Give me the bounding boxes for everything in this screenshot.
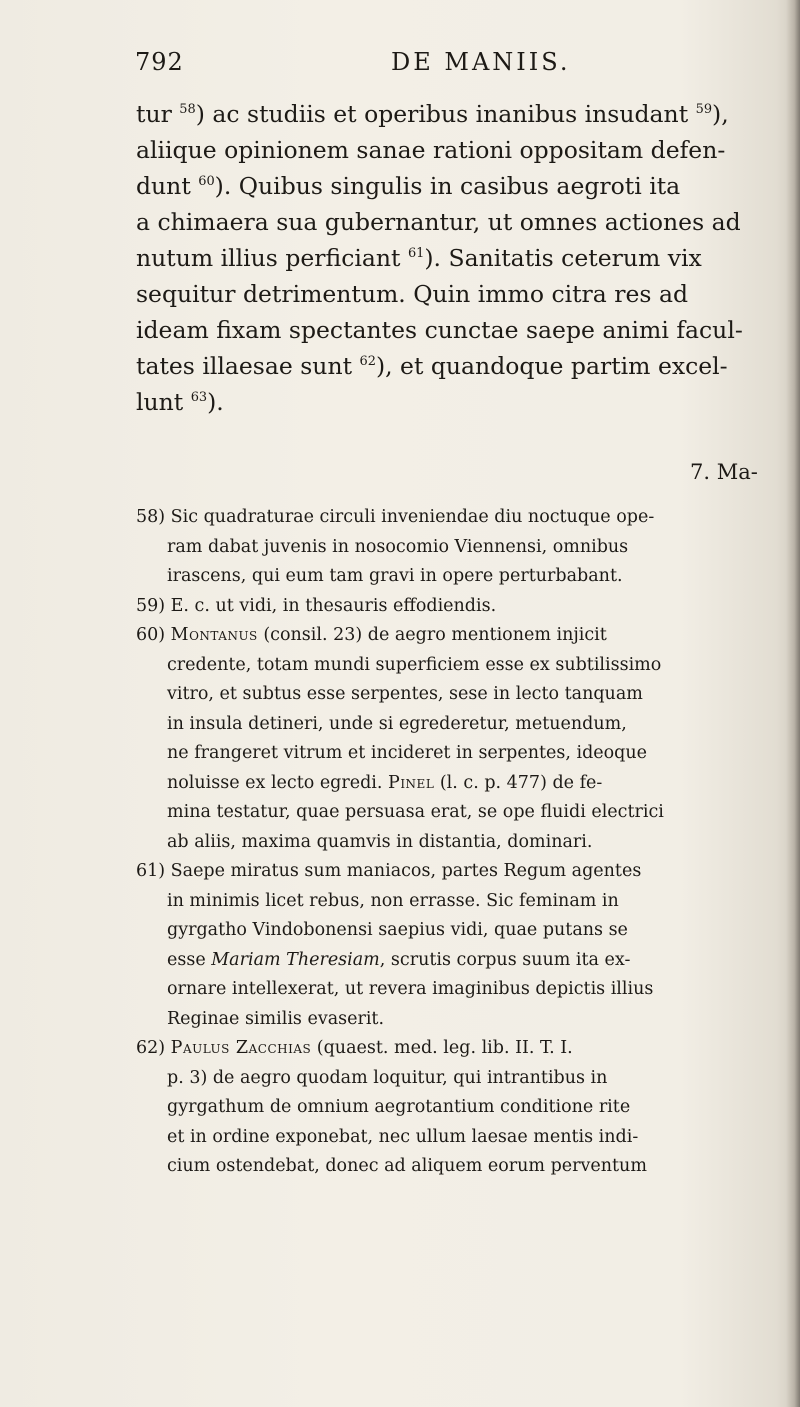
footnote-60-line: vitro, et subtus esse serpentes, sese in lecto tanquam bbox=[167, 684, 643, 704]
footnote-ref-59: 59 bbox=[695, 101, 713, 117]
footnote-60-line: mina testatur, quae persuasa erat, se ope fluidi electrici bbox=[167, 802, 664, 822]
footnote-58-line: 58) Sic quadraturae circuli inveniendae diu noctuque ope- bbox=[136, 507, 655, 527]
main-text-line: tur $^{58}$) ac studiis et operibus inanibus insudant $^{59}$), bbox=[136, 100, 729, 128]
footnote-62-line: gyrgathum de omnium aegrotantium conditione rite bbox=[167, 1097, 631, 1117]
footnote-62-line: et in ordine exponebat, nec ullum laesae mentis indi- bbox=[167, 1126, 639, 1147]
main-text-line: sequitur detrimentum. Quin immo citra res ad bbox=[136, 280, 688, 308]
main-text-line: nutum illius perficiant $^{61}$). Sanitatis ceterum vix bbox=[136, 244, 702, 272]
main-text-line: ideam fixam spectantes cunctae saepe animi facul- bbox=[136, 316, 743, 344]
footnote-60-line: ne frangeret vitrum et incideret in serpentes, ideoque bbox=[167, 743, 647, 763]
footnote-61-line: 61) Saepe miratus sum maniacos, partes Regum agentes bbox=[136, 861, 642, 881]
footnote-62-line: p. 3) de aegro quodam loquitur, qui intrantibus in bbox=[167, 1067, 608, 1088]
footnote-ref-58: 58 bbox=[179, 101, 196, 117]
footnote-58-line: ram dabat juvenis in nosocomio Viennensi, omnibus bbox=[167, 536, 629, 557]
main-text-line: dunt $^{60}$). Quibus singulis in casibus aegroti ita bbox=[136, 172, 681, 200]
main-text-line: tates illaesae sunt $^{62}$), et quandoque partim excel- bbox=[136, 352, 728, 380]
footnote-ref-61: 61 bbox=[407, 245, 425, 261]
author-name: Montanus bbox=[170, 625, 258, 645]
footnote-59: 59) E. c. ut vidi, in thesauris effodiendis. bbox=[136, 595, 497, 616]
footnote-62-line: cium ostendebat, donec ad aliquem eorum perventum bbox=[167, 1156, 647, 1176]
author-name: Paulus Zacchias bbox=[170, 1038, 312, 1058]
footnote-58-line: irascens, qui eum tam gravi in opere perturbabant. bbox=[167, 566, 623, 586]
page-number: 792 bbox=[135, 48, 184, 76]
main-text bbox=[136, 96, 776, 420]
main-text-line: lunt $^{63}$). bbox=[136, 388, 224, 416]
footnote-60-line: in insula detineri, unde si egrederetur, metuendum, bbox=[167, 713, 627, 734]
footnote-ref-60: 60 bbox=[198, 173, 215, 189]
footnote-61-line: esse Mariam Theresiam, scrutis corpus suum ita ex- bbox=[167, 949, 631, 970]
page-edge-shadow bbox=[786, 0, 800, 1407]
italic-name: Mariam Theresiam bbox=[211, 949, 380, 970]
footnote-60-line: credente, totam mundi superficiem esse ex subtilissimo bbox=[167, 654, 662, 675]
footnote-61-line: gyrgatho Vindobonensi saepius vidi, quae putans se bbox=[167, 920, 628, 940]
footnote-62-line: 62) Paulus Zacchias (quaest. med. leg. lib. II. T. I. bbox=[136, 1038, 573, 1058]
footnote-60-line: ab aliis, maxima quamvis in distantia, dominari. bbox=[167, 831, 593, 852]
author-name: Pinel bbox=[388, 772, 435, 793]
running-head: DE MANIIS. bbox=[391, 48, 571, 76]
main-text-line: aliique opinionem sanae rationi oppositam defen- bbox=[136, 136, 726, 164]
page-header bbox=[135, 48, 655, 88]
footnote-61-line: ornare intellexerat, ut revera imaginibus depictis illius bbox=[167, 979, 654, 999]
catchword: 7. Ma- bbox=[690, 460, 758, 484]
footnote-60-line: noluisse ex lecto egredi. Pinel (l. c. p. 477) de fe- bbox=[167, 772, 603, 793]
footnotes bbox=[136, 503, 776, 1182]
main-text-line: a chimaera sua gubernantur, ut omnes actiones ad bbox=[136, 208, 741, 236]
footnote-61-line: in minimis licet rebus, non errasse. Sic feminam in bbox=[167, 890, 619, 911]
footnote-60-line: 60) Montanus (consil. 23) de aegro mentionem injicit bbox=[136, 625, 607, 645]
footnote-61-line: Reginae similis evaserit. bbox=[167, 1008, 385, 1029]
footnote-ref-62: 62 bbox=[359, 353, 376, 369]
footnote-ref-63: 63 bbox=[190, 389, 208, 405]
